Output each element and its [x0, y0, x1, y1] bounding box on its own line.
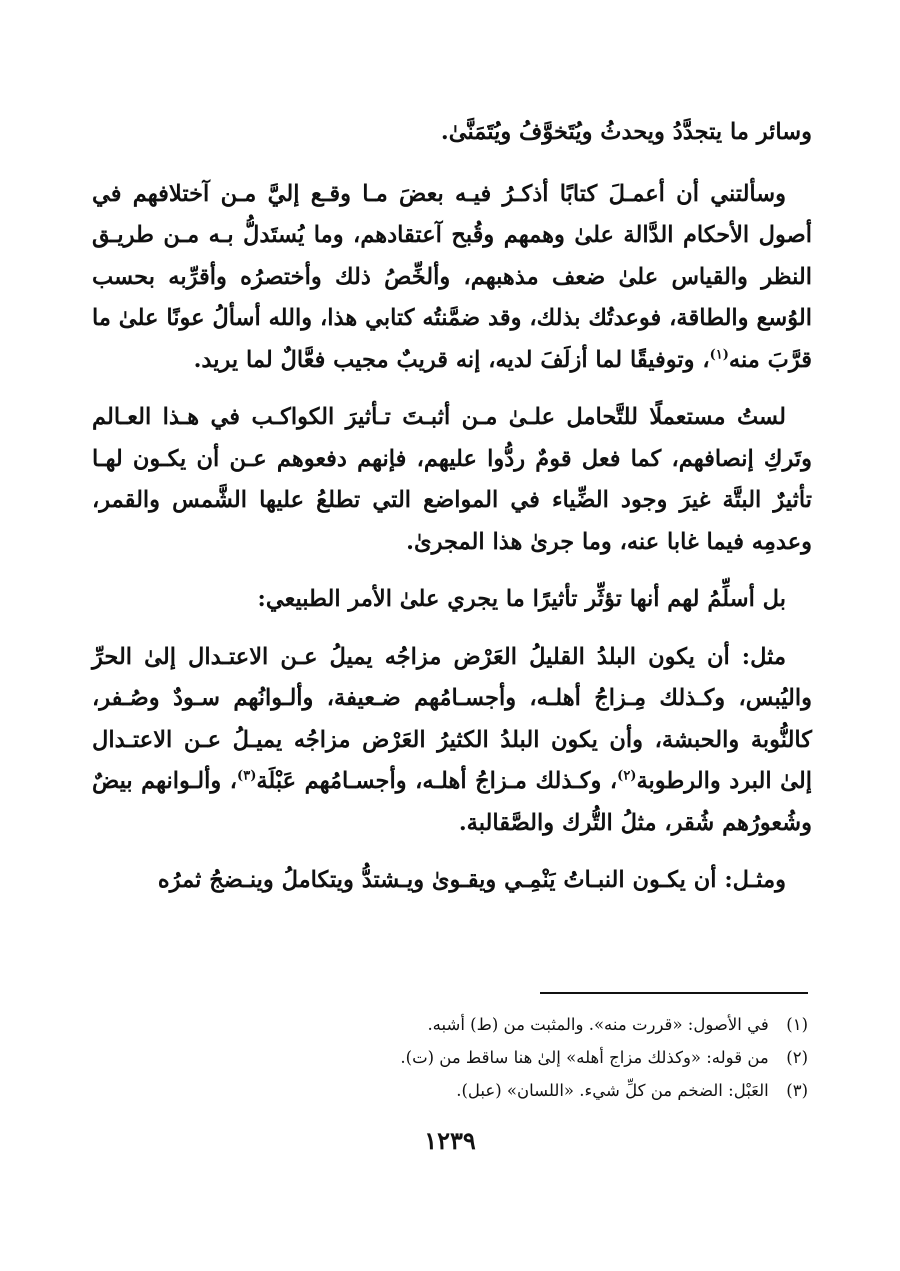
footnote-ref-3: (٣)	[237, 768, 257, 784]
main-text	[92, 112, 812, 918]
paragraph-text: ومثـل: أن يكـون النبـاتُ يَنْمِـي ويقـوىٰ ويـشتدُّ ويتكاملُ وينـضجُ ثمرُه	[157, 867, 786, 893]
page-number: ١٢٣٩	[424, 1126, 476, 1155]
paragraph-request	[92, 174, 812, 382]
paragraph-influence	[92, 397, 812, 563]
paragraph-text: وسألتني أن أعمـلَ كتابًا أذكـرُ فيـه بعضَ مـا وقـع إليَّ مـن آختلافهم في أصول الأحكام الدَّالة علىٰ وهمهم وقُبح آعتقادهم، وما يُستَدلُّ بـه مـن طريـق النظر والقياس علىٰ ضعف مذهبهم، وألخِّصُ ذلك وأختصرُه وأقرِّبه بحسب الوُسع والطاقة، فوعدتُك بذلك، وقد ضمَّنتُه كتابي هذا، والله أسألُ عونًا علىٰ ما قرَّبَ منه	[92, 180, 812, 373]
footnote-text: العَبْل: الضخم من كلِّ شيء. «اللسان» (عبل).	[456, 1081, 769, 1100]
paragraph-text: مثل: أن يكون البلدُ القليلُ العَرْض مزاجُه يميلُ عـن الاعتـدال إلىٰ الحرِّ واليُبس، وكـذلك مِـزاجُ أهلـه، وأجسـامُهم ضـعيفة، وألـوانُهم سـودٌ وصُـفر، كالنُّوبة والحبشة، وأن يكون البلدُ الكثيرُ العَرْض مزاجُه يميـلُ عـن الاعتـدال إلىٰ البرد والرطوبة	[92, 643, 812, 794]
footnote-text: في الأصول: «قررت منه». والمثبت من (ط) أشبه.	[427, 1015, 769, 1034]
footnote-text: من قوله: «وكذلك مزاج أهله» إلىٰ هنا ساقط من (ت).	[400, 1048, 769, 1067]
paragraph-text: بل أسلِّمُ لهم أنها تؤثِّر تأثيرًا ما يجري علىٰ الأمر الطبيعي:	[257, 586, 786, 612]
paragraph-continuation	[92, 112, 812, 154]
footnote-number: (٢)	[786, 1048, 808, 1067]
footnote-separator	[540, 992, 808, 994]
footnote-item	[108, 1074, 808, 1107]
paragraph-concession	[92, 579, 812, 621]
paragraph-text: وسائر ما يتجدَّدُ ويحدثُ ويُتَخوَّفُ ويُتَمَنَّىٰ.	[440, 119, 812, 145]
footnote-number: (٣)	[786, 1081, 808, 1100]
footnote-number: (١)	[786, 1015, 808, 1034]
paragraph-example-climate	[92, 637, 812, 845]
paragraph-text: ، وألـوانهم بيضٌ وشُعورُهم شُقر، مثلُ التُّرك والصَّقالبة.	[92, 768, 812, 836]
paragraph-text: لستُ مستعملًا للتَّحامل علـىٰ مـن أثبـتَ تـأثيرَ الكواكـب في هـذا العـالم وتَركِ إنصافهم، كما فعل قومٌ ردُّوا عليهم، فإنهم دفعوهم عـن أن يكـون لهـا تأثيرٌ البتَّة غيرَ وجود الضِّياء في المواضع التي تطلعُ عليها الشَّمس والقمر، وعدمِه فيما غابا عنه، وما جرىٰ هذا المجرىٰ.	[92, 404, 812, 555]
footnote-ref-1: (١)	[709, 347, 729, 362]
paragraph-text: ، وكـذلك مـزاجُ أهلـه، وأجسـامُهم عَبْلَة	[256, 768, 618, 794]
paragraph-example-plants	[92, 860, 812, 902]
footnote-ref-2: (٢)	[617, 768, 637, 784]
footnote-item	[108, 1008, 808, 1041]
footnotes	[108, 1008, 808, 1107]
paragraph-text: ، وتوفيقًا لما أزلَفَ لديه، إنه قريبٌ مجيب فعَّالٌ لما يريد.	[193, 346, 710, 373]
footnote-item	[108, 1041, 808, 1074]
